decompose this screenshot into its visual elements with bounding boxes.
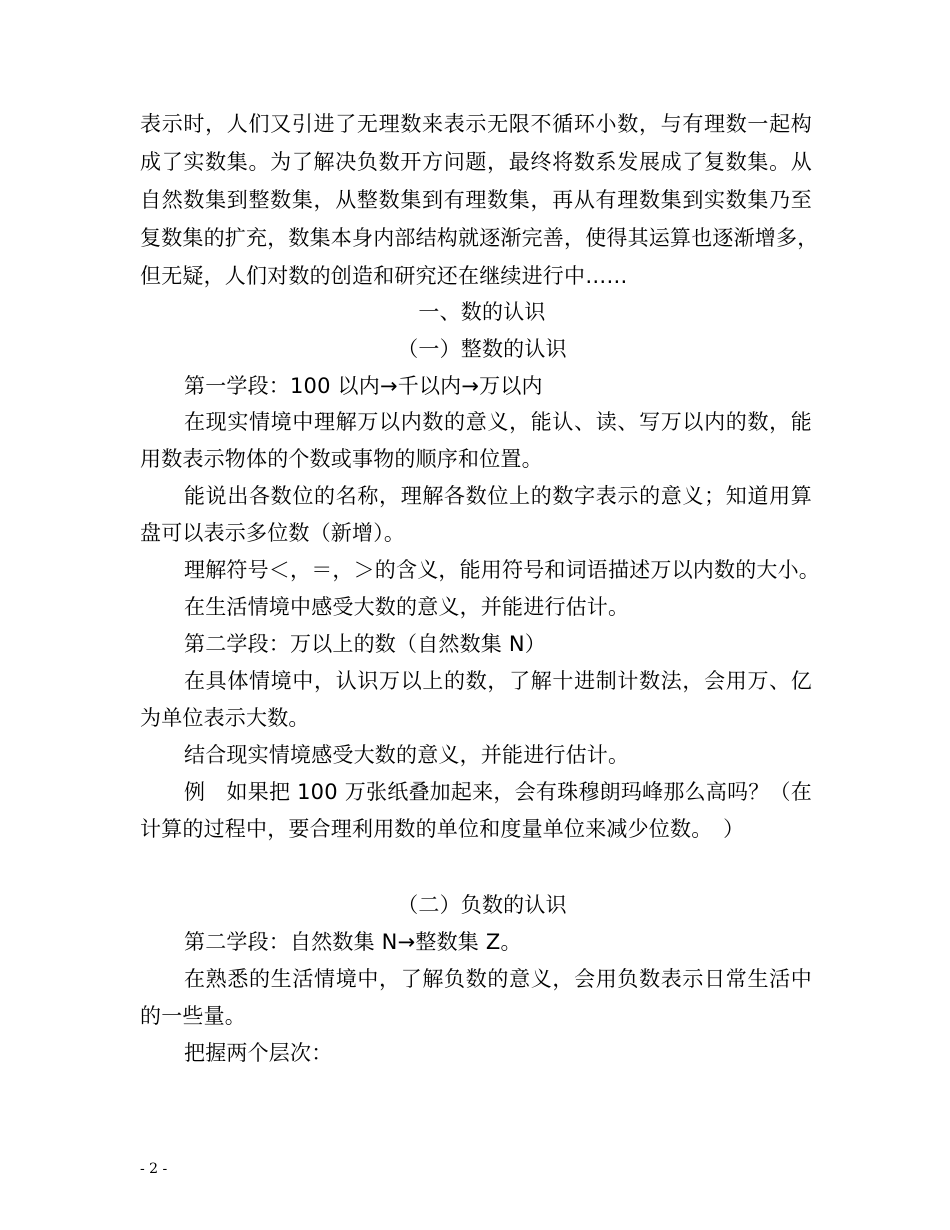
page-number: - 2 - [140,1161,168,1177]
stage1-paragraph-4: 在生活情境中感受大数的意义，并能进行估计。 [184,595,630,619]
stage2-title: 第二学段：万以上的数（自然数集 N） [184,632,546,656]
stage2-paragraph-2: 结合现实情境感受大数的意义，并能进行估计。 [184,743,630,767]
subsection-heading-integers: （一）整数的认识 [397,337,567,361]
example-line-1: 例 如果把 100 万张纸叠加起来，会有珠穆朗玛峰那么高吗？（在 [184,780,812,804]
stage1-paragraph-3: 理解符号＜，＝，＞的含义，能用符号和词语描述万以内数的大小。 [184,558,820,582]
stage1-paragraph-2-line-2: 盘可以表示多位数（新增）。 [140,521,406,545]
intro-line-2: 成了实数集。为了解决负数开方问题，最终将数系发展成了复数集。从 [140,150,812,174]
section-heading: 一、数的认识 [418,300,546,324]
stage2-paragraph-1-line-1: 在具体情境中，认识万以上的数，了解十进制计数法，会用万、亿 [184,669,812,693]
negative-paragraph-1-line-2: 的一些量。 [140,1004,246,1028]
negative-stage-title: 第二学段：自然数集 N→整数集 Z。 [184,930,522,954]
example-line-2: 计算的过程中，要合理利用数的单位和度量单位来减少位数。 ） [140,817,745,841]
intro-line-3: 自然数集到整数集，从整数集到有理数集，再从有理数集到实数集乃至 [140,188,812,212]
stage1-paragraph-1-line-1: 在现实情境中理解万以内数的意义，能认、读、写万以内的数，能 [184,410,812,434]
intro-line-5: 但无疑，人们对数的创造和研究还在继续进行中…… [140,264,628,288]
negative-paragraph-2: 把握两个层次： [184,1041,333,1065]
subsection-heading-negatives: （二）负数的认识 [397,893,567,917]
stage1-paragraph-1-line-2: 用数表示物体的个数或事物的顺序和位置。 [140,447,543,471]
stage1-title: 第一学段：100 以内→千以内→万以内 [184,374,543,398]
stage2-paragraph-1-line-2: 为单位表示大数。 [140,706,310,730]
intro-line-1: 表示时，人们又引进了无理数来表示无限不循环小数，与有理数一起构 [140,112,812,136]
negative-paragraph-1-line-1: 在熟悉的生活情境中，了解负数的意义，会用负数表示日常生活中 [184,967,812,991]
intro-line-4: 复数集的扩充，数集本身内部结构就逐渐完善，使得其运算也逐渐增多， [140,226,819,250]
stage1-paragraph-2-line-1: 能说出各数位的名称，理解各数位上的数字表示的意义；知道用算 [184,484,812,508]
